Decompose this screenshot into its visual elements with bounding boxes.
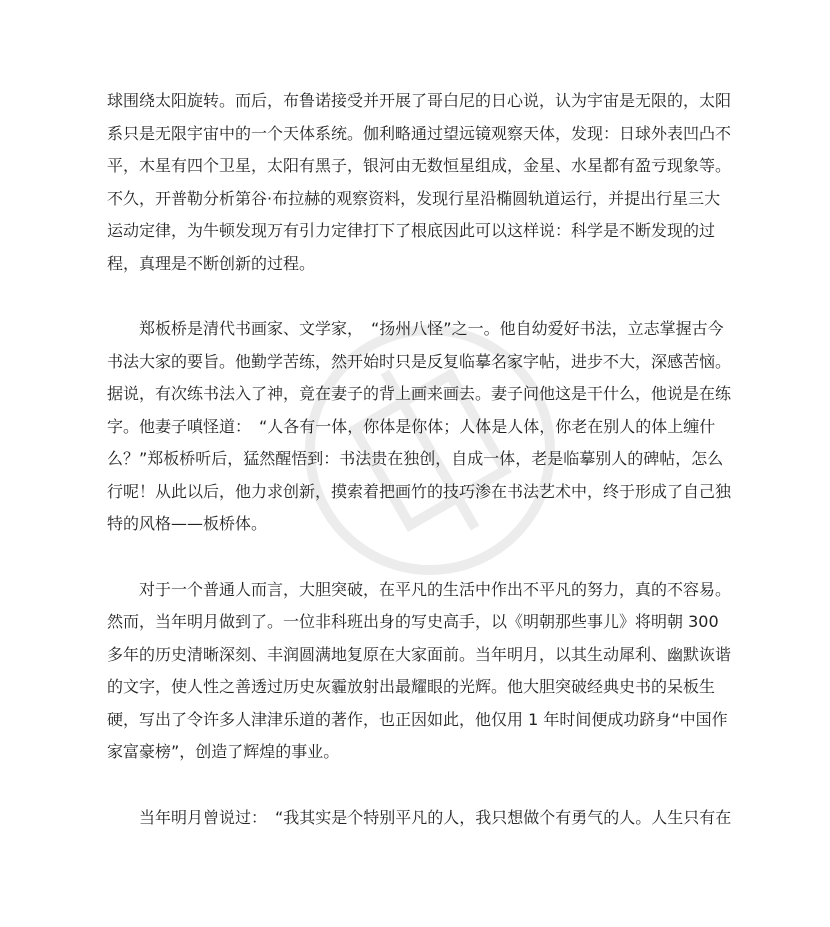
text-line: 运动定律，为牛顿发现万有引力定律打下了根底因此可以这样说：科学是不断发现的过: [107, 221, 716, 240]
text-line: 当年明月曾说过： “我其实是个特别平凡的人，我只想做个有勇气的人。人生只有在: [107, 807, 732, 827]
paragraph-4: [107, 802, 732, 835]
text-line: 的文字，使人性之善透过历史灰霾放射出最耀眼的光辉。他大胆突破经典史书的呆板生: [107, 677, 716, 696]
document-body: [107, 85, 732, 834]
paragraph-2: [107, 313, 732, 541]
text-line: 球围绕太阳旋转。而后，布鲁诺接受并开展了哥白尼的日心说，认为宇宙是无限的，太阳: [107, 91, 732, 110]
text-line: 郑板桥是清代书画家、文学家， “扬州八怪”之一。他自幼爱好书法，立志掌握古今: [107, 319, 724, 338]
text-line: 硬，写出了令许多人津津乐道的著作，也正因如此，他仅用 1 年时间便成功跻身“中国作: [107, 709, 728, 729]
paragraph-1: [107, 85, 732, 280]
text-line: 家富豪榜”，创造了辉煌的事业。: [107, 742, 340, 761]
text-line: 行呢！从此以后，他力求创新，摸索着把画竹的技巧渗在书法艺术中，终于形成了自己独: [107, 481, 732, 501]
text-line: 不久，开普勒分析第谷·布拉赫的观察资料，发现行星沿椭圆轨道运行，并提出行星三大: [107, 188, 721, 208]
text-line: 多年的历史清晰深刻、丰润圆满地复原在大家面前。当年明月，以其生动犀利、幽默诙谐: [107, 644, 732, 664]
text-line: 平，木星有四个卫星，太阳有黑子，银河由无数恒星组成，金星、水星都有盈亏现象等。: [107, 156, 732, 175]
paragraph-3: [107, 574, 732, 769]
text-line: 程，真理是不断创新的过程。: [107, 253, 316, 273]
text-line: 书法大家的要旨。他勤学苦练，然开始时只是反复临摹名家字帖，进步不大，深感苦恼。: [107, 351, 732, 371]
text-line: 然而，当年明月做到了。一位非科班出身的写史高手，以《明朝那些事儿》将明朝 300: [107, 612, 719, 631]
text-line: 系只是无限宇宙中的一个天体系统。伽利略通过望远镜观察天体，发现：日球外表凹凸不: [107, 123, 732, 143]
text-line: 特的风格——板桥体。: [107, 514, 268, 533]
text-line: 对于一个普通人而言，大胆突破，在平凡的生活中作出不平凡的努力，真的不容易。: [107, 579, 732, 599]
text-line: 字。他妻子嗔怪道： “人各有一体，你体是你体；人体是人体，你老在别人的体上缠什: [107, 416, 716, 436]
text-line: 么？”郑板桥听后，猛然醒悟到：书法贵在独创，自成一体，老是临摹别人的碑帖，怎么: [107, 449, 724, 468]
text-line: 据说，有次练书法入了神，竟在妻子的背上画来画去。妻子问他这是干什么，他说是在练: [107, 384, 732, 403]
